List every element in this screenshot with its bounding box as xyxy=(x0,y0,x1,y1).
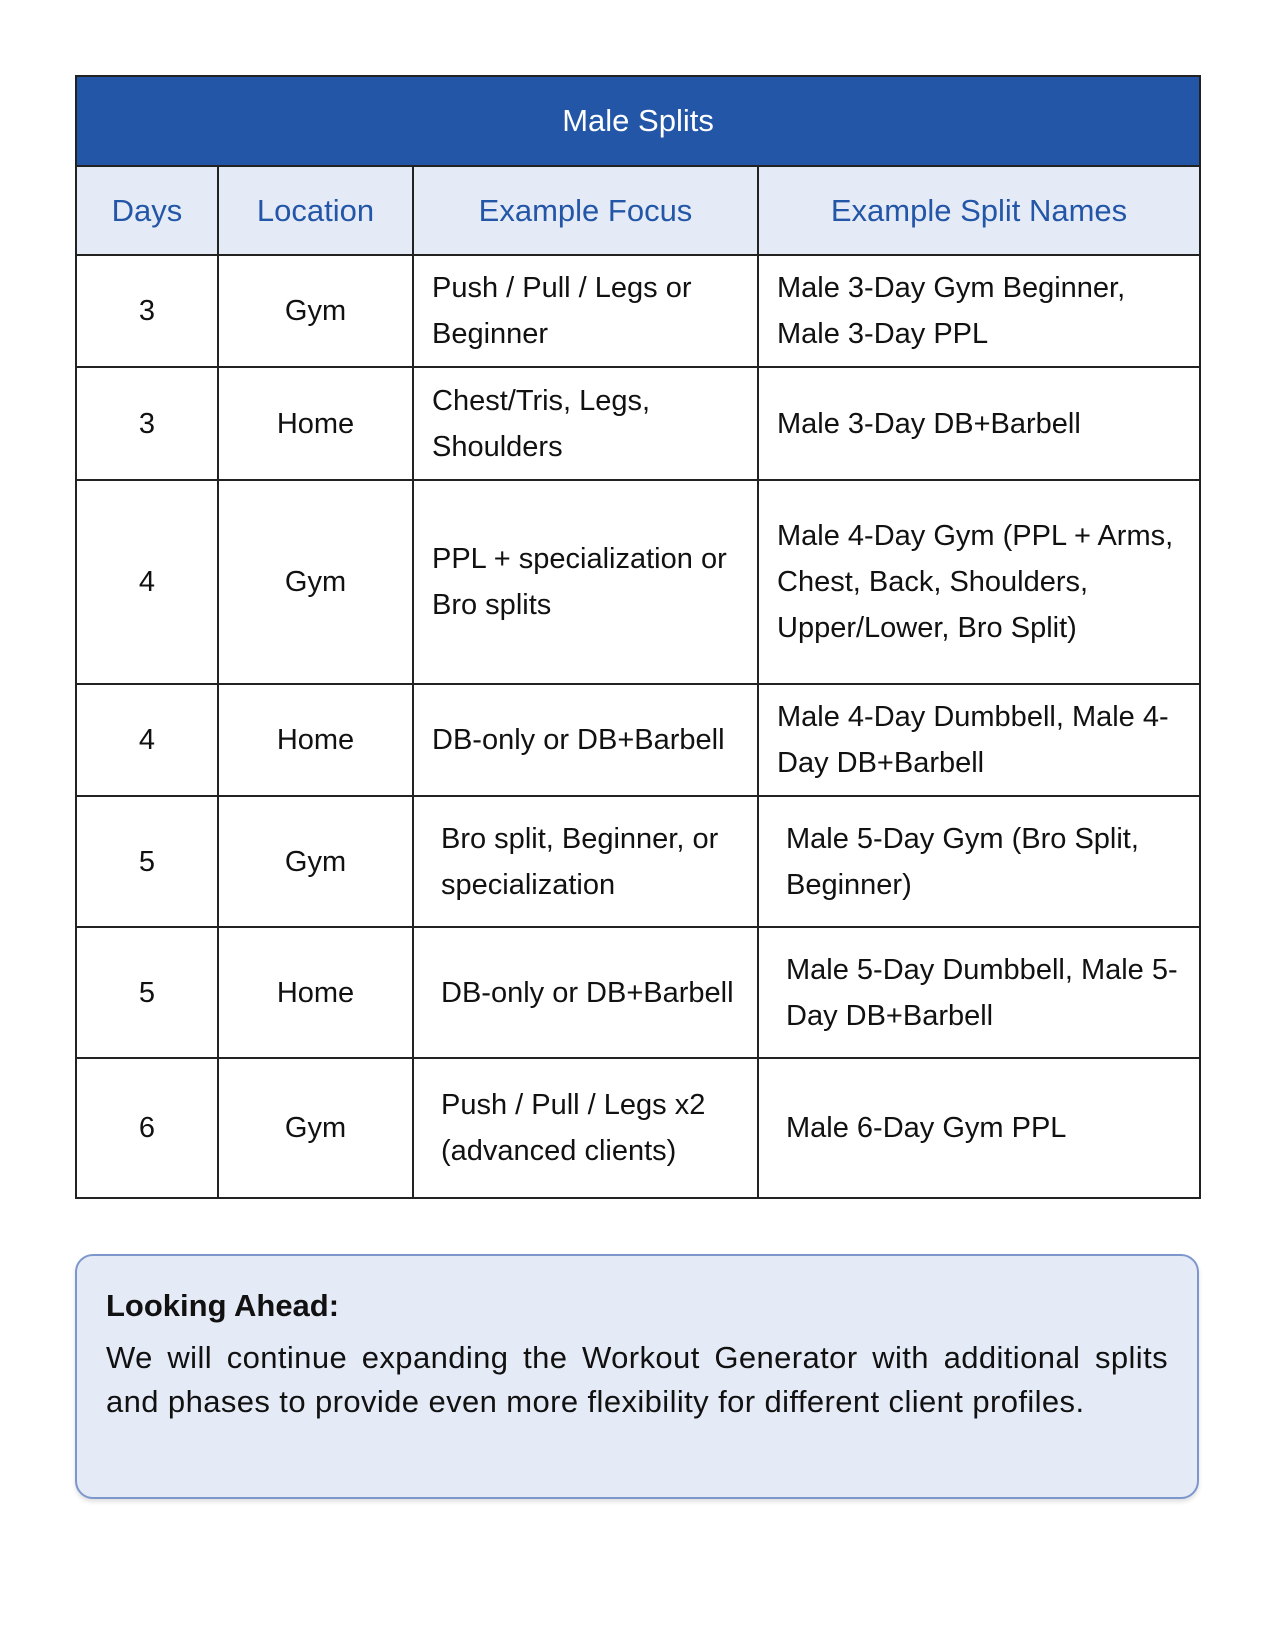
focus-cell: Push / Pull / Legs or Beginner xyxy=(413,255,758,367)
location-cell: Home xyxy=(218,684,413,796)
focus-cell: Bro split, Beginner, or specialization xyxy=(413,796,758,927)
table-row xyxy=(76,367,1200,480)
table-title: Male Splits xyxy=(76,76,1200,166)
location-cell: Home xyxy=(218,927,413,1058)
male-splits-table xyxy=(75,75,1201,1199)
column-header-days: Days xyxy=(76,166,218,255)
location-cell: Home xyxy=(218,367,413,480)
table-row xyxy=(76,255,1200,367)
split-names-cell: Male 5-Day Gym (Bro Split, Beginner) xyxy=(758,796,1200,927)
location-cell: Gym xyxy=(218,1058,413,1198)
callout-title: Looking Ahead: xyxy=(106,1288,340,1323)
column-header-example-focus: Example Focus xyxy=(413,166,758,255)
split-names-cell: Male 3-Day Gym Beginner, Male 3-Day PPL xyxy=(758,255,1200,367)
split-names-cell: Male 4-Day Dumbbell, Male 4-Day DB+Barbell xyxy=(758,684,1200,796)
table-row xyxy=(76,684,1200,796)
focus-cell: Chest/Tris, Legs, Shoulders xyxy=(413,367,758,480)
table-row xyxy=(76,480,1200,684)
focus-cell: DB-only or DB+Barbell xyxy=(413,684,758,796)
focus-cell: Push / Pull / Legs x2 (advanced clients) xyxy=(413,1058,758,1198)
days-cell: 4 xyxy=(76,684,218,796)
column-header-row xyxy=(76,166,1200,255)
split-names-cell: Male 3-Day DB+Barbell xyxy=(758,367,1200,480)
days-cell: 3 xyxy=(76,255,218,367)
days-cell: 6 xyxy=(76,1058,218,1198)
days-cell: 5 xyxy=(76,796,218,927)
split-names-cell: Male 4-Day Gym (PPL + Arms, Chest, Back, Shoulders, Upper/Lower, Bro Split) xyxy=(758,480,1200,684)
column-header-example-split-names: Example Split Names xyxy=(758,166,1200,255)
days-cell: 3 xyxy=(76,367,218,480)
days-cell: 4 xyxy=(76,480,218,684)
focus-cell: PPL + specialization or Bro splits xyxy=(413,480,758,684)
looking-ahead-callout xyxy=(75,1254,1199,1499)
location-cell: Gym xyxy=(218,480,413,684)
column-header-location: Location xyxy=(218,166,413,255)
split-names-cell: Male 6-Day Gym PPL xyxy=(758,1058,1200,1198)
callout-body: We will continue expanding the Workout Generator with additional splits and phases to provide even more flexibility for different client profiles. xyxy=(106,1340,1168,1419)
location-cell: Gym xyxy=(218,796,413,927)
table-row xyxy=(76,1058,1200,1198)
table-row xyxy=(76,796,1200,927)
focus-cell: DB-only or DB+Barbell xyxy=(413,927,758,1058)
days-cell: 5 xyxy=(76,927,218,1058)
split-names-cell: Male 5-Day Dumbbell, Male 5-Day DB+Barbell xyxy=(758,927,1200,1058)
table-row xyxy=(76,927,1200,1058)
location-cell: Gym xyxy=(218,255,413,367)
